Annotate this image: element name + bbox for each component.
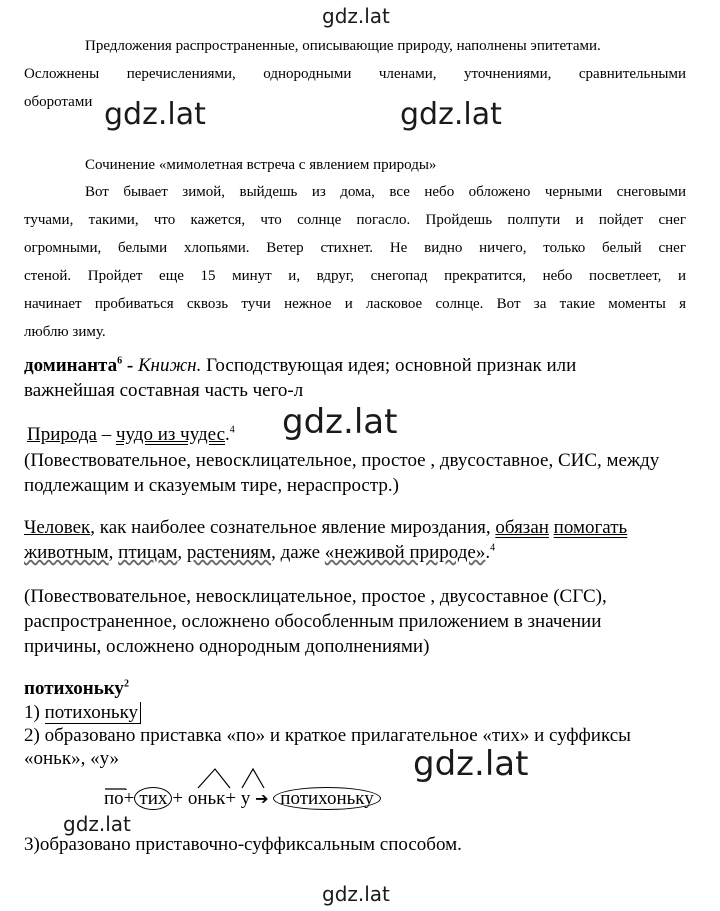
analysis-line: (Повествовательное, невосклицательное, простое , двусоставное, СИС, между xyxy=(24,450,660,471)
intro-line: оборотами xyxy=(24,94,93,110)
sentence-line xyxy=(24,542,495,564)
bracketed-word: потихоньку xyxy=(45,702,141,724)
dash: - xyxy=(122,355,138,376)
arrow-icon: ➔ xyxy=(255,789,269,808)
analysis-line: (Повествовательное, невосклицательное, простое , двусоставное (СГС), xyxy=(24,586,607,607)
definition-line xyxy=(24,355,576,377)
suffix-mark xyxy=(242,769,264,788)
essay-line: тучами, такими, что кажется, что солнце погасло. Пройдешь полпути и пойдет снег xyxy=(24,212,686,228)
punct: . xyxy=(485,542,491,563)
watermark: gdz.lat xyxy=(282,402,398,442)
item-number: 1) xyxy=(24,702,45,723)
root: тих xyxy=(134,787,172,810)
predicate: обязан xyxy=(495,517,549,538)
definition-text: Господствующая идея; основной признак или xyxy=(201,355,577,376)
predicate: чудо из чудес xyxy=(115,424,226,445)
object: животным xyxy=(24,542,109,563)
list-item: «оньк», «у» xyxy=(24,748,120,769)
result-word: потихоньку xyxy=(273,787,380,810)
sentence-line xyxy=(27,424,235,446)
plus-sign: + xyxy=(172,788,188,809)
word-heading xyxy=(24,678,129,700)
style-label: Книжн. xyxy=(137,355,202,376)
suffix-mark xyxy=(198,769,230,788)
definition-line: важнейшая составная часть чего-л xyxy=(24,380,304,401)
subject: Природа xyxy=(27,424,97,445)
watermark: gdz.lat xyxy=(322,882,390,906)
watermark: gdz.lat xyxy=(322,4,390,28)
plus-sign: + xyxy=(225,788,241,809)
predicate: помогать xyxy=(553,517,628,538)
sentence-text: , xyxy=(177,542,187,563)
essay-line: Вот бывает зимой, выйдешь из дома, все небо обложено черными снеговыми xyxy=(85,184,686,200)
essay-line: люблю зиму. xyxy=(24,324,106,340)
morpheme-parse xyxy=(104,788,381,810)
watermark: gdz.lat xyxy=(400,97,502,132)
essay-line: стеной. Пройдет еще 15 минут и, вдруг, снегопад прекратится, небо посветлеет, и xyxy=(24,268,686,284)
suffix: оньк xyxy=(187,788,226,809)
analysis-line: причины, осложнено однородным дополнениями) xyxy=(24,636,430,657)
sentence-text: , xyxy=(108,542,119,563)
footnote-marker: 4 xyxy=(490,542,496,554)
prefix: по xyxy=(104,788,124,809)
footnote-marker: 6 xyxy=(117,355,123,367)
footnote-marker: 4 xyxy=(229,424,235,436)
list-item xyxy=(24,702,141,724)
sentence-text: , как наиболее сознательное явление мироздания, xyxy=(90,517,496,538)
object: «неживой природе» xyxy=(324,542,486,563)
watermark: gdz.lat xyxy=(413,744,529,784)
morpheme-marks xyxy=(100,766,400,790)
punct: . xyxy=(225,424,230,445)
subject: Человек xyxy=(24,517,91,538)
sentence-line xyxy=(24,517,627,539)
object: растениям xyxy=(186,542,272,563)
suffix: у xyxy=(240,788,251,809)
intro-line: Предложения распространенные, описывающие природу, наполнены эпитетами. xyxy=(85,38,601,54)
watermark: gdz.lat xyxy=(63,812,131,836)
essay-title: Сочинение «мимолетная встреча с явлением природы» xyxy=(85,157,437,173)
term: доминанта xyxy=(24,355,118,376)
list-item: 2) образовано приставка «по» и краткое прилагательное «тих» и суффиксы xyxy=(24,725,631,746)
list-item: 3)образовано приставочно-суффиксальным способом. xyxy=(24,834,462,855)
analysis-line: подлежащим и сказуемым тире, нераспростр.) xyxy=(24,475,399,496)
plus-sign: + xyxy=(123,788,135,809)
term: потихоньку xyxy=(24,678,124,699)
analysis-line: распространенное, осложнено обособленным приложением в значении xyxy=(24,611,602,632)
sentence-text: , даже xyxy=(271,542,325,563)
essay-line: начинает пробиваться сквозь тучи нежное и ласковое солнце. Вот за такие моменты я xyxy=(24,296,686,312)
footnote-marker: 2 xyxy=(123,678,129,690)
object: птицам xyxy=(118,542,178,563)
watermark: gdz.lat xyxy=(104,97,206,132)
intro-line: Осложнены перечислениями, однородными членами, уточнениями, сравнительными xyxy=(24,66,686,82)
essay-line: огромными, белыми хлопьями. Ветер стихнет. Не видно ничего, только белый снег xyxy=(24,240,686,256)
dash: – xyxy=(96,424,116,445)
